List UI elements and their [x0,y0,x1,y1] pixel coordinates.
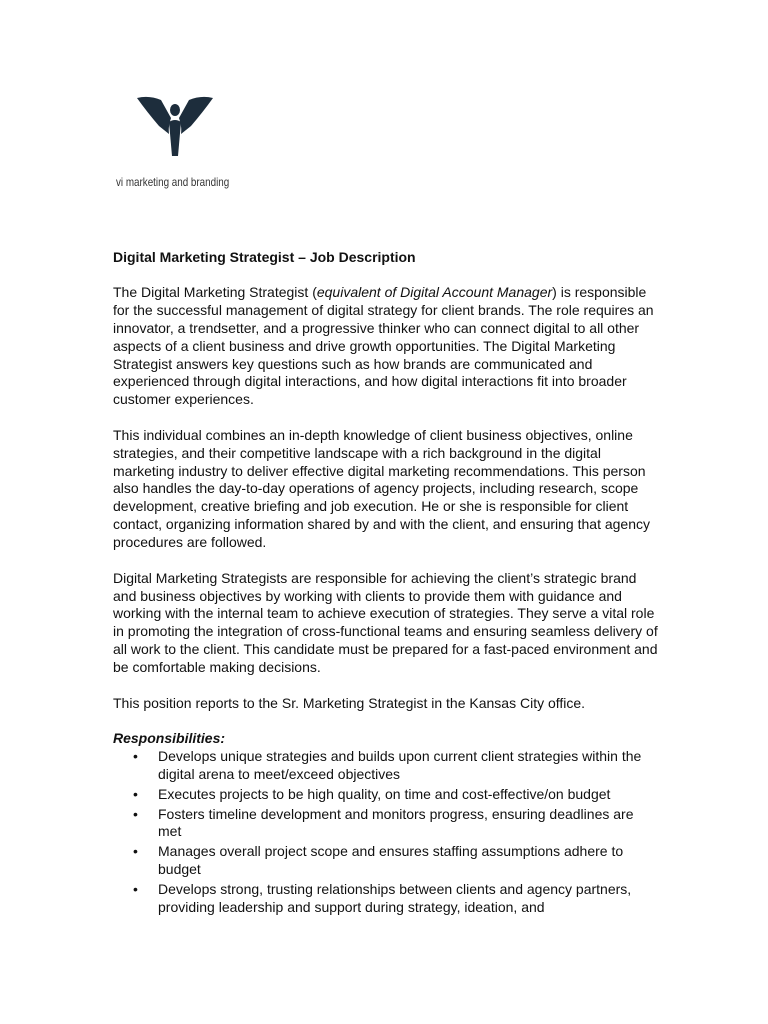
list-item [113,786,658,804]
list-item [113,843,658,879]
list-item [113,881,658,917]
vi-figure-logo-icon [135,96,215,158]
list-item-text: Executes projects to be high quality, on time and cost-effective/on budget [158,785,611,802]
knowledge-paragraph: This individual combines an in-depth knowledge of client business objectives, online strategies, and their competitive landscape with a rich background in the digital marketing industry to deliver effective digital marketing recommendations. This person also handles the day-to-day operations of agency projects, including research, scope development, creative briefing and job execution. He or she is responsible for client contact, organizing information shared by and with the client, and ensuring that agency procedures are followed. [113,426,650,551]
list-item-text: Develops strong, trusting relationships between clients and agency partners, providing leadership and support during strategy, ideation, and [158,881,632,916]
list-item-text: Develops unique strategies and builds upon current client strategies within the digital arena to meet/exceed objectives [158,747,642,782]
bullet-icon: • [133,805,138,822]
logo-wordmark: vi marketing and branding [116,175,230,189]
bullet-icon: • [133,881,138,898]
reporting-paragraph: This position reports to the Sr. Marketing Strategist in the Kansas City office. [113,694,586,711]
intro-paragraph [113,284,658,409]
responsibilities-heading: Responsibilities: [113,729,226,746]
bullet-icon: • [133,843,138,860]
document-title: Digital Marketing Strategist – Job Description [113,249,416,265]
list-item-text: Manages overall project scope and ensures staffing assumptions adhere to budget [158,843,624,878]
responsibilities-list [113,748,658,917]
intro-text-start: The Digital Marketing Strategist ( [113,283,317,300]
intro-text-end: ) is responsible for the successful management of digital strategy for client brands. The role requires an innovator, a trendsetter, and a progressive thinker who can connect digital to all other aspects of a client business and drive growth opportunities. The Digital Marketing Strategist answers key questions such as how brands are communicated and experienced through digital interactions, and how digital interactions fit into broader customer experiences. [113,283,654,408]
list-item [113,806,658,842]
document-body [113,249,658,919]
intro-text-italic: equivalent of Digital Account Manager [316,283,553,300]
responsibility-paragraph: Digital Marketing Strategists are responsible for achieving the client’s strategic brand and business objectives by working with clients to provide them with guidance and working with the internal team to achieve execution of strategies. They serve a vital role in promoting the integration of cross-functional teams and ensuring seamless delivery of all work to the client. This candidate must be prepared for a fast-paced environment and be comfortable making decisions. [113,569,658,676]
list-item-text: Fosters timeline development and monitors progress, ensuring deadlines are met [158,805,634,840]
bullet-icon: • [133,747,138,764]
bullet-icon: • [133,785,138,802]
list-item [113,748,658,784]
